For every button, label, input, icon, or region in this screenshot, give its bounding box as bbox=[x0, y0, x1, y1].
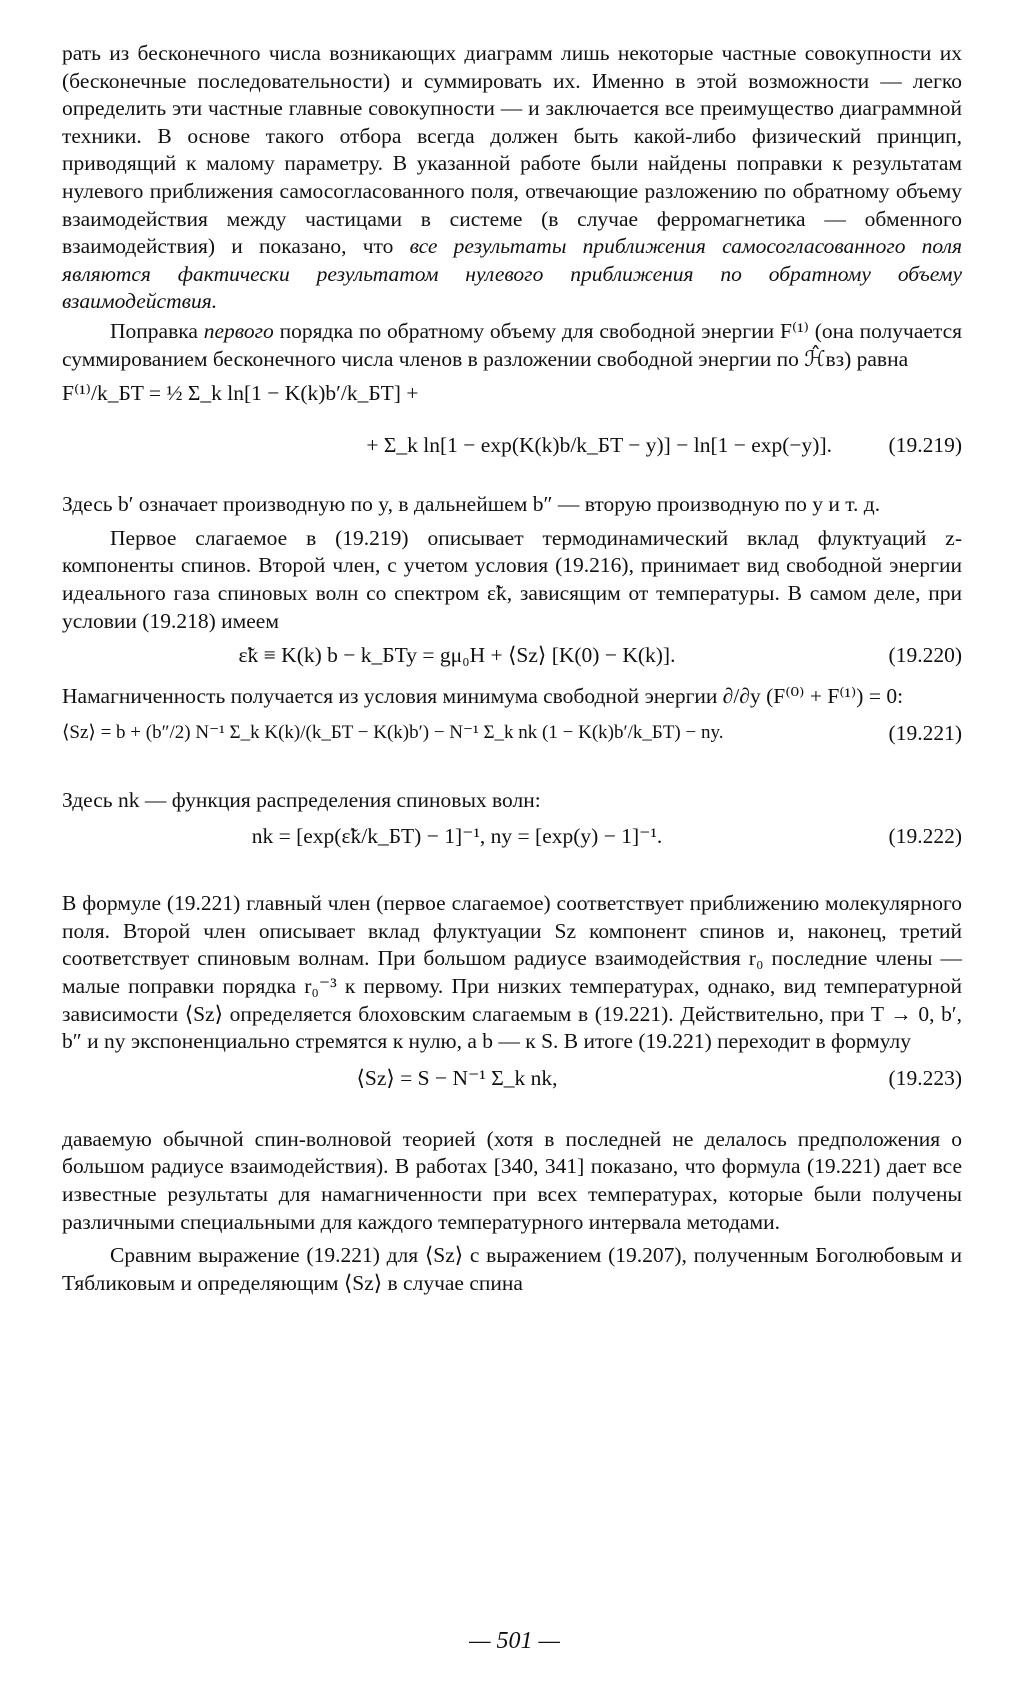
paragraph-2 bbox=[62, 318, 962, 373]
equation-19-219-line1 bbox=[62, 381, 962, 433]
paragraph-2-text-b: порядка по обратному объему для свободной энергии F⁽¹⁾ (она получается суммированием бесконечного числа членов в разложении свободной энергии по ℋ̂вз) равна bbox=[62, 318, 963, 371]
equation-19-222-number: (19.222) bbox=[888, 824, 962, 849]
equation-19-222-text: nk = [exp(ε̃k/k_БT) − 1]⁻¹, ny = [exp(y) − 1]⁻¹. bbox=[251, 824, 663, 849]
paragraph-3: Здесь b′ означает производную по y, в дальнейшем b″ — вторую производную по y и т. д. bbox=[62, 492, 881, 517]
paragraph-8: даваемую обычной спин-волновой теорией (хотя в последней не делалось предположения о большом радиусе взаимодействия). В работах [340, 341] показано, что формула (19.221) дает все известные результаты для намагниченности при всех температурах, которые были получены различными специальными для каждого температурного интервала методами. bbox=[62, 1126, 962, 1234]
equation-19-219-line2 bbox=[62, 433, 962, 485]
equation-19-220-text: ε̃k ≡ K(k) b − k_БTy = gμ₀H + ⟨Sz⟩ [K(0) − K(k)]. bbox=[238, 643, 676, 668]
page-number: — 501 — bbox=[469, 1628, 560, 1654]
equation-19-220-number: (19.220) bbox=[888, 643, 962, 668]
equation-19-223 bbox=[62, 1066, 962, 1126]
paragraph-7: В формуле (19.221) главный член (первое слагаемое) соответствует приближению молекулярного поля. Второй член описывает вклад флуктуации Sz компонент спинов и, наконец, третий соответствует спиновым волнам. При большом радиусе взаимодействия r₀ последние члены — малые поправки порядка r₀⁻³ к первому. При низких температурах, однако, вид температурной зависимости ⟨Sz⟩ определяется блоховским слагаемым в (19.221). Действительно, при T → 0, b′, b″ и ny экспоненциально стремятся к нулю, а b — к S. В итоге (19.221) переходит в формулу bbox=[62, 891, 962, 1054]
paragraph-1-italic: все результаты приближения самосогласованного поля являются фактически результатом нулевого приближения по обратному объему взаимодействия. bbox=[62, 234, 963, 314]
equation-19-221-text: ⟨Sz⟩ = b + (b″/2) N⁻¹ Σ_k K(k)/(k_БT − K(k)b′) − N⁻¹ Σ_k nk (1 − K(k)b′/k_БT) − ny. bbox=[62, 721, 724, 743]
equation-19-221-number: (19.221) bbox=[888, 720, 962, 745]
equation-19-223-text: ⟨Sz⟩ = S − N⁻¹ Σ_k nk, bbox=[356, 1065, 558, 1090]
paragraph-6: Здесь nk — функция распределения спиновых волн: bbox=[62, 787, 541, 812]
paragraph-1-text: рать из бесконечного числа возникающих диаграмм лишь некоторые частные совокупности их (бесконечные последовательности) и суммировать их. Именно в этой возможности — легко определить эти частные главные совокупности — и заключается все преимущество диаграммной техники. В основе такого отбора всегда должен быть какой-либо физический принцип, приводящий к малому параметру. В указанной работе были найдены поправки к результатам нулевого приближения самосогласованного поля, отвечающие разложению по обратному объему взаимодействия между частицами в системе (в случае ферромагнетика — обменного взаимодействия) и показано, что bbox=[62, 41, 962, 259]
equation-19-221 bbox=[62, 721, 962, 781]
paragraph-5: Намагниченность получается из условия минимума свободной энергии ∂/∂y (F⁽⁰⁾ + F⁽¹⁾) = 0: bbox=[62, 684, 904, 709]
equation-19-220 bbox=[62, 643, 962, 683]
paragraph-2-italic: первого bbox=[203, 318, 274, 343]
paragraph-1 bbox=[62, 40, 962, 316]
paragraph-4: Первое слагаемое в (19.219) описывает термодинамический вклад флуктуаций z-компоненты спинов. Второй член, с учетом условия (19.216), принимает вид свободной энергии идеального газа спиновых волн со спектром ε̃k, зависящим от температуры. В самом деле, при условии (19.218) имеем bbox=[62, 525, 962, 633]
equation-19-223-number: (19.223) bbox=[888, 1065, 962, 1090]
equation-19-222 bbox=[62, 824, 962, 884]
page-body bbox=[62, 40, 962, 1297]
equation-19-219-line1-text: F⁽¹⁾/k_БT = ½ Σ_k ln[1 − K(k)b′/k_БT] + bbox=[62, 381, 419, 406]
paragraph-2-text-a: Поправка bbox=[110, 318, 198, 343]
paragraph-9: Сравним выражение (19.221) для ⟨Sz⟩ с выражением (19.207), полученным Боголюбовым и Тябликовым и определяющим ⟨Sz⟩ в случае спина bbox=[62, 1243, 962, 1295]
equation-19-219-number: (19.219) bbox=[888, 433, 962, 458]
equation-19-219-line2-text: + Σ_k ln[1 − exp(K(k)b/k_БT − y)] − ln[1 − exp(−y)]. bbox=[366, 433, 832, 458]
